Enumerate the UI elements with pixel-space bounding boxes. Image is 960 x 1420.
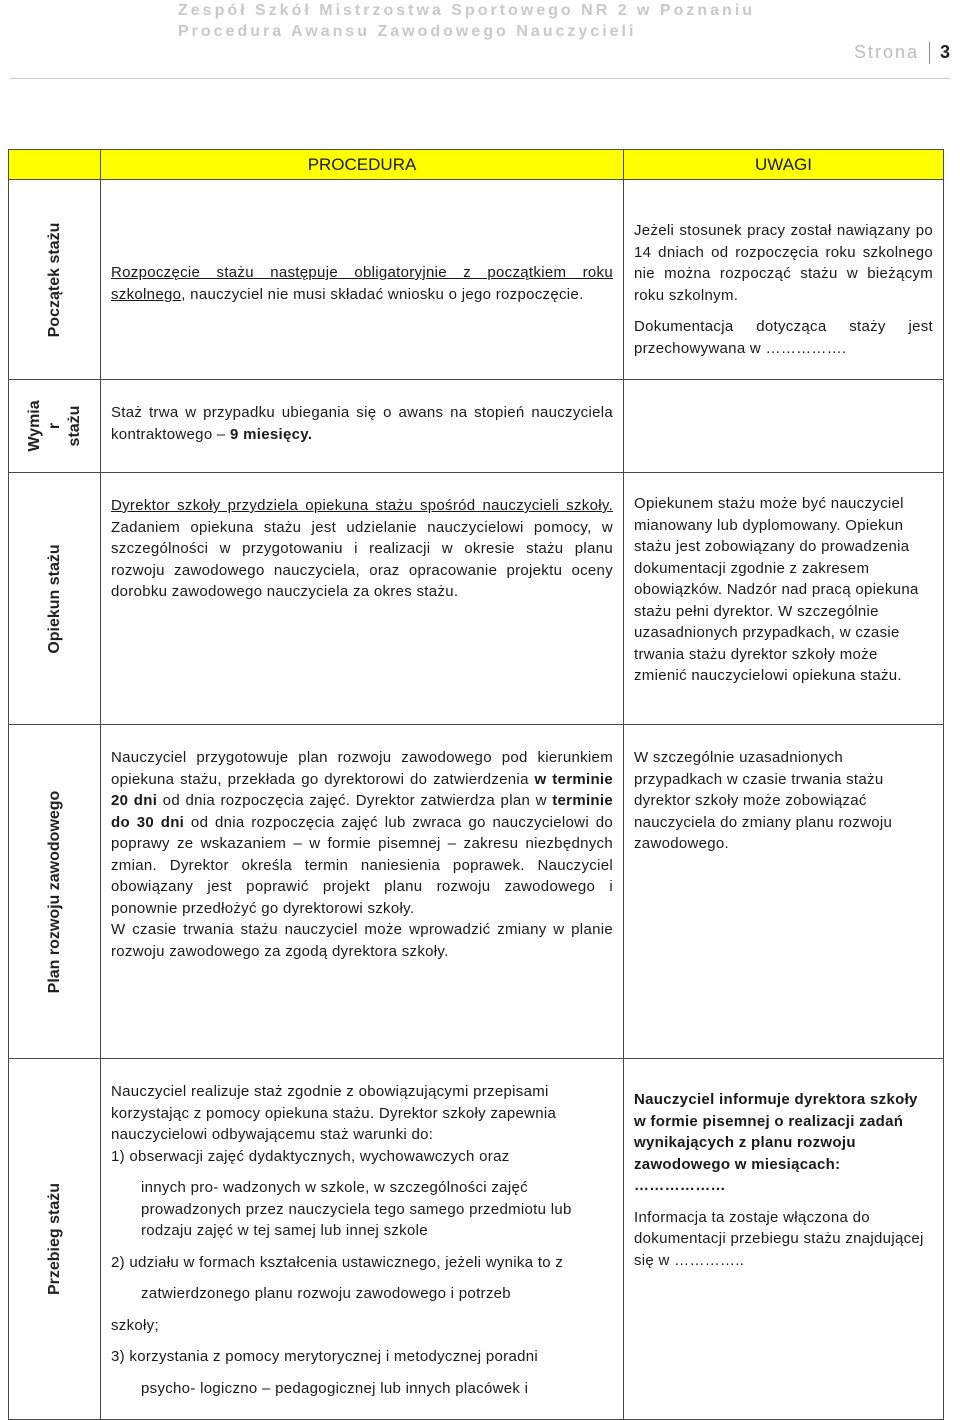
procedure-text: Zadaniem opiekuna stażu jest udzielanie nauczycielowi pomocy, w szczególności w przygotowaniu i realizacji w okresie stażu planu rozwoju zawodowego nauczyciela, oraz opracowanie projektu oceny dorobku zawodowego nauczyciela za okres stażu.	[111, 518, 613, 600]
row-label: Przebieg stażu	[45, 1182, 63, 1296]
table-row	[9, 725, 944, 1059]
procedure-text: Nauczyciel realizuje staż zgodnie z obowiązującymi przepisami korzystając z pomocy opiekuna stażu. Dyrektor szkoły zapewnia nauczycielowi odbywającemu staż warunki do:	[111, 1083, 557, 1143]
procedure-text: od dnia rozpoczęcia zajęć. Dyrektor zatwierdza plan w	[162, 792, 547, 809]
procedure-text: W czasie trwania stażu nauczyciel może wprowadzić zmiany w planie rozwoju zawodowego za zgodą dyrektora szkoły.	[111, 921, 613, 960]
notes-paragraph: Informacja ta zostaje włączona do dokumentacji przebiegu stażu znajdującej się w …………..	[634, 1208, 924, 1269]
notes-cell	[624, 180, 944, 380]
table-row	[9, 1059, 944, 1420]
page-number: 3	[939, 42, 950, 62]
procedure-underlined: Dyrektor szkoły przydziela opiekuna stażu spośród nauczycieli szkoły.	[111, 497, 613, 514]
list-item: zatwierdzonego planu rozwoju zawodowego i potrzeb	[141, 1285, 511, 1302]
list-item: szkoły;	[111, 1316, 159, 1334]
procedure-text: Staż trwa w przypadku ubiegania się o awans na stopień nauczyciela kontraktowego –	[111, 404, 613, 443]
row-label-cell	[9, 473, 101, 725]
row-label-cell	[9, 1059, 101, 1420]
page-word: Strona	[853, 42, 919, 62]
row-label-cell	[9, 380, 101, 473]
row-label-line: r	[45, 422, 63, 430]
school-name: Zespół Szkół Mistrzostwa Sportowego NR 2 w Poznaniu	[178, 2, 756, 19]
procedure-cell	[101, 1059, 624, 1420]
procedure-text: , nauczyciel nie musi składać wniosku o jego rozpoczęcie.	[181, 285, 584, 303]
document-header	[178, 0, 938, 42]
procedure-bold: terminie do 30 dni	[111, 792, 614, 831]
row-label-cell	[9, 180, 101, 380]
row-label: Opiekun stażu	[45, 543, 63, 654]
notes-bold-paragraph: Nauczyciel informuje dyrektora szkoły w formie pisemnej o realizacji zadań wynikających z planu rozwoju zawodowego w miesiącach: ………………	[634, 1091, 918, 1194]
procedure-text: Nauczyciel przygotowuje plan rozwoju zawodowego pod kierunkiem opiekuna stażu, przekłada go dyrektorowi do zatwierdzenia	[111, 749, 613, 788]
procedure-cell	[101, 473, 624, 725]
procedure-text: od dnia rozpoczęcia zajęć lub zwraca go nauczycielowi do poprawy ze wskazaniem – w formie pisemnej – zakresu niezbędnych zmian. Dyrektor określa termin naniesienia poprawek. Nauczyciel obowiązany jest poprawić projekt planu rozwoju zawodowego i ponownie przedłożyć go dyrektorowi szkoły.	[111, 813, 613, 917]
procedure-cell	[101, 380, 624, 473]
document-title: Procedura Awansu Zawodowego Nauczycieli	[178, 23, 637, 40]
row-label: Plan rozwoju zawodowego	[45, 790, 63, 993]
row-label-cell	[9, 725, 101, 1059]
row-label	[25, 400, 85, 451]
table-row	[9, 180, 944, 380]
header-procedura: PROCEDURA	[101, 150, 624, 180]
row-label: Początek stażu	[45, 222, 63, 337]
list-item: 2) udziału w formach kształcenia ustawicznego, jeżeli wynika to z	[111, 1253, 564, 1271]
table-header-row	[9, 150, 944, 180]
list-item: 3) korzystania z pomocy merytorycznej i metodycznej poradni	[111, 1348, 539, 1365]
notes-paragraph: Opiekunem stażu może być nauczyciel mianowany lub dyplomowany. Opiekun stażu jest zobowiązany do prowadzenia dokumentacji zgodnie z zakresem obowiązków. Nadzór nad pracą opiekuna stażu pełni dyrektor. W szczególnie uzasadnionych przypadkach, w czasie trwania stażu dyrektor szkoły może zmienić nauczycielowi opiekuna stażu.	[634, 495, 919, 684]
notes-cell	[624, 1059, 944, 1420]
notes-paragraph: W szczególnie uzasadnionych przypadkach w czasie trwania stażu dyrektor szkoły może zobowiązać nauczyciela do zmiany planu rozwoju zawodowego.	[634, 749, 893, 852]
notes-cell	[624, 473, 944, 725]
notes-cell	[624, 380, 944, 473]
header-rule	[10, 78, 950, 79]
procedure-cell	[101, 180, 624, 380]
notes-paragraph: Jeżeli stosunek pracy został nawiązany po 14 dniach od rozpoczęcia roku szkolnego nie można rozpocząć stażu w bieżącym roku szkolnym.	[634, 222, 933, 304]
list-item: 1) obserwacji zajęć dydaktycznych, wychowawczych oraz	[111, 1147, 510, 1165]
row-label-line: stażu	[65, 405, 83, 447]
page-indicator	[854, 42, 950, 64]
list-item: psycho- logiczno – pedagogicznej lub innych placówek i	[141, 1379, 529, 1397]
list-item: innych pro- wadzonych w szkole, w szczególności zajęć prowadzonych przez nauczyciela tego samego przedmiotu lub rodzaju zajęć w tej samej lub innej szkole	[141, 1179, 572, 1239]
page-separator	[929, 42, 930, 64]
procedure-table	[8, 149, 944, 1420]
procedure-cell	[101, 725, 624, 1059]
table-row	[9, 473, 944, 725]
header-uwagi: UWAGI	[624, 150, 944, 180]
notes-cell	[624, 725, 944, 1059]
notes-paragraph: Dokumentacja dotycząca staży jest przechowywana w …………….	[634, 318, 933, 357]
procedure-bold: 9 miesięcy.	[230, 425, 313, 443]
procedure-bold: w terminie 20 dni	[111, 770, 614, 809]
row-label-line: Wymia	[25, 400, 43, 452]
procedure-underlined: Rozpoczęcie stażu następuje obligatoryjnie z początkiem roku szkolnego	[111, 264, 613, 303]
table-row	[9, 380, 944, 473]
header-empty-cell	[9, 150, 101, 180]
